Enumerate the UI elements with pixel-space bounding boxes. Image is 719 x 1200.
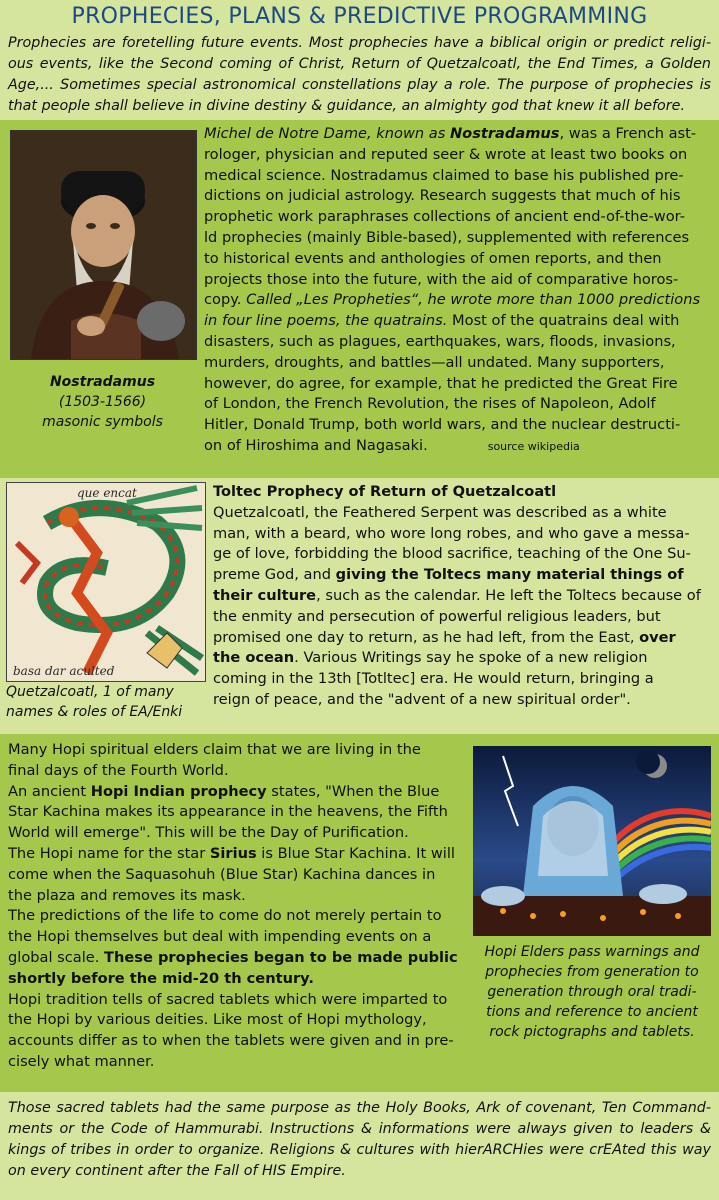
caption-years: (1503-1566) — [58, 394, 147, 410]
text-line: their culture, such as the calendar. He left the Toltecs because of — [213, 586, 701, 604]
text-line: the Hopi by various deities. Like most of Hopi mythology, — [8, 1011, 427, 1029]
text-line: however, do agree, for example, that he predicted the Great Fire — [204, 374, 678, 392]
text-line: reign of peace, and the "advent of a new spiritual order". — [213, 690, 631, 708]
footer-paragraph — [8, 1098, 711, 1182]
nostradamus-section — [0, 120, 719, 478]
text-line: Star Kachina makes its appearance in the heavens, the Fifth — [8, 803, 448, 821]
toltec-section — [0, 478, 719, 734]
footer-line: ments or the Code of Hammurabi. Instructions & informations were always given to leaders & — [8, 1121, 711, 1137]
page-title: PROPHECIES, PLANS & PREDICTIVE PROGRAMMING — [71, 4, 648, 29]
header-section — [0, 0, 719, 120]
text-line: come when the Saquasohuh (Blue Star) Kachina dances in — [8, 865, 436, 883]
caption-name: Nostradamus — [49, 374, 156, 390]
caption-line: Quetzalcoatl, 1 of many — [6, 684, 174, 700]
text-line: accounts differ as to when the tablets were given and in pre- — [8, 1032, 454, 1050]
toltec-heading: Toltec Prophecy of Return of Quetzalcoatl — [213, 483, 557, 500]
text-line: the Hopi themselves but deal with impending events on a — [8, 928, 432, 946]
text-line: The predictions of the life to come do not merely pertain to — [8, 907, 442, 925]
hopi-caption — [470, 942, 714, 1042]
caption-line: names & roles of EA/Enki — [6, 704, 183, 720]
text-line: promised one day to return, as he had left, from the East, over — [213, 628, 676, 646]
quetzalcoatl-caption — [6, 682, 206, 722]
text-line: shortly before the mid-20 th century. — [8, 969, 314, 987]
text-line: ld prophecies (mainly Bible-based), supplemented with references — [204, 228, 690, 246]
text-line: prophetic work paraphrases collections of ancient end-of-the-wor- — [204, 208, 685, 226]
text-line: global scale. These prophecies began to be made public — [8, 948, 458, 966]
caption-line: tions and reference to ancient — [486, 1004, 698, 1020]
hopi-text — [8, 740, 472, 1073]
caption-line: rock pictographs and tablets. — [489, 1024, 695, 1040]
caption-note: masonic symbols — [42, 414, 163, 430]
caption-line: Hopi Elders pass warnings and — [484, 944, 700, 960]
text-line: on of Hiroshima and Nagasaki. source wikipedia — [204, 436, 580, 454]
caption-line: generation through oral tradi- — [487, 984, 697, 1000]
intro-line: Age,... Sometimes special astronomical constellations play a role. The purpose of prophecies is — [8, 77, 711, 93]
nostradamus-text — [204, 124, 716, 458]
text-line: The Hopi name for the star Sirius is Blue Star Kachina. It will — [8, 844, 455, 862]
text-line: coming in the 13th [Totltec] era. He would return, bringing a — [213, 670, 654, 688]
footer-line: Those sacred tablets had the same purpose as the Holy Books, Ark of covenant, Ten Command- — [8, 1100, 711, 1116]
text-line: Many Hopi spiritual elders claim that we are living in the — [8, 741, 421, 758]
text-line: An ancient Hopi Indian prophecy states, "When the Blue — [8, 782, 440, 800]
intro-paragraph — [8, 33, 711, 117]
footer-line: way on every continent after the Fall of HIS Empire. — [8, 1142, 711, 1179]
quetzalcoatl-codex-image — [6, 482, 206, 682]
text-line: murders, droughts, and battles—all undated. Many supporters, — [204, 353, 665, 371]
nostradamus-caption — [10, 372, 195, 432]
source-note: source wikipedia — [487, 439, 580, 453]
text-line: Hitler, Donald Trump, both world wars, and the nuclear destructi- — [204, 416, 681, 434]
text-line: dictions on judicial astrology. Research suggests that much of his — [204, 187, 681, 205]
text-line: the plaza and removes its mask. — [8, 886, 246, 904]
text-line: Hopi tradition tells of sacred tablets which were imparted to — [8, 990, 448, 1008]
codex-top-text: que encat — [77, 486, 137, 500]
toltec-text — [213, 482, 717, 711]
codex-bottom-text: basa dar aculted — [13, 664, 115, 678]
intro-line: that people shall believe in divine destiny & guidance, an almighty god that knew it all before. — [8, 98, 686, 114]
intro-line: ous events, like the Second coming of Christ, Return of Quetzalcoatl, the End Times, a Golden — [8, 56, 711, 72]
text-line: to historical events and anthologies of omen reports, and then — [204, 249, 662, 267]
text-line: Michel de Notre Dame, known as Nostradamus, was a French ast- — [204, 125, 697, 142]
text-line: projects those into the future, with the aid of comparative horos- — [204, 270, 679, 288]
text-line: rologer, physician and reputed seer & wrote at least two books on — [204, 145, 688, 163]
hopi-section — [0, 734, 719, 1092]
text-line: World will emerge". This will be the Day of Purification. — [8, 824, 409, 842]
text-line: of London, the French Revolution, the rises of Napoleon, Adolf — [204, 395, 656, 413]
text-line: disasters, such as plagues, earthquakes, wars, floods, invasions, — [204, 332, 676, 350]
text-line: cisely what manner. — [8, 1052, 155, 1070]
nostradamus-portrait-image — [10, 130, 197, 360]
footer-line: kings of tribes in order to organize. Religions & cultures with hierARCHies were crEAted this — [8, 1142, 677, 1158]
hopi-elder-painting-image — [473, 746, 711, 936]
text-line: Quetzalcoatl, the Feathered Serpent was described as a white — [213, 503, 667, 521]
text-line: medical science. Nostradamus claimed to base his published pre- — [204, 166, 684, 184]
text-line: copy. Called „Les Propheties“, he wrote more than 1000 predictions — [204, 291, 701, 309]
text-line: final days of the Fourth World. — [8, 761, 229, 779]
text-line: preme God, and giving the Toltecs many material things of — [213, 566, 684, 584]
text-line: the enmity and persecution of powerful religious leaders, but — [213, 607, 661, 625]
caption-line: prophecies from generation to — [485, 964, 699, 980]
intro-line: Prophecies are foretelling future events. Most prophecies have a biblical origin or predict religi- — [8, 35, 711, 51]
footer-section — [0, 1092, 719, 1200]
text-line: man, with a beard, who wore long robes, and who gave a messa- — [213, 524, 690, 542]
text-line: ge of love, forbidding the blood sacrifice, teaching of the One Su- — [213, 545, 691, 563]
text-line: in four line poems, the quatrains. Most of the quatrains deal with — [204, 312, 680, 330]
text-line: the ocean. Various Writings say he spoke of a new religion — [213, 649, 648, 667]
